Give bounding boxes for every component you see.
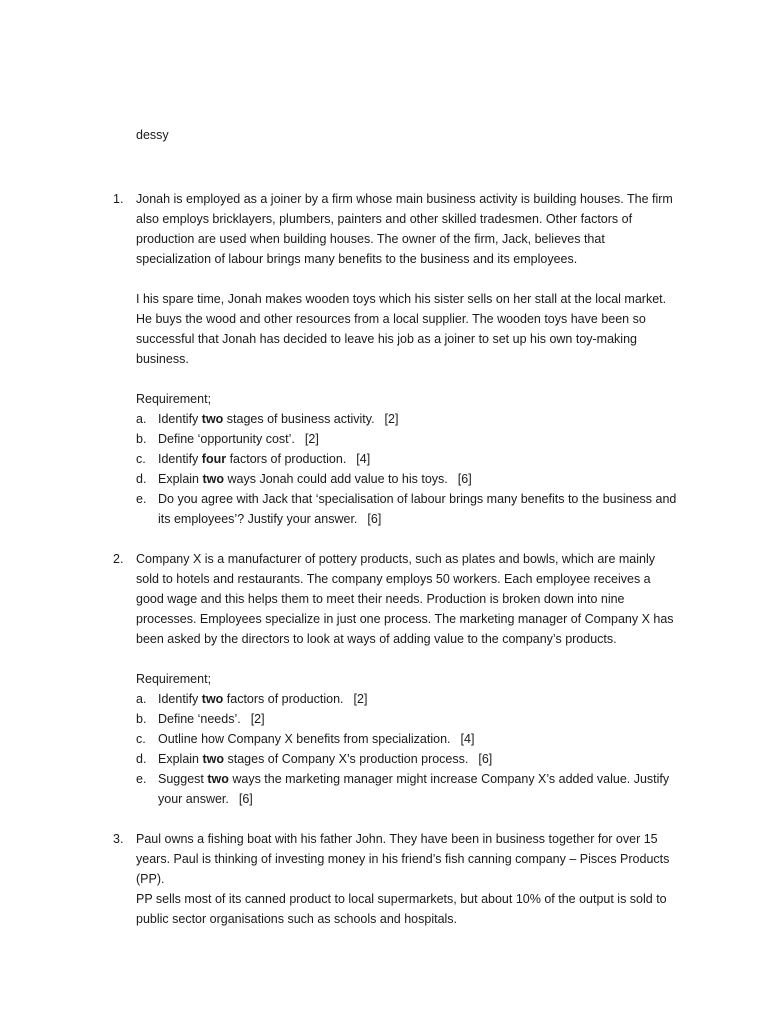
requirement-marks: [6] — [367, 512, 382, 526]
requirement-text: Suggest — [158, 772, 208, 786]
requirement-label: Requirement; — [136, 672, 212, 686]
requirement-marks: [2] — [384, 412, 399, 426]
requirement-item — [136, 429, 678, 449]
requirement-marks: [6] — [238, 792, 253, 806]
requirement-marks: [2] — [250, 712, 265, 726]
requirement-text: ways Jonah could add value to his toys. — [224, 472, 448, 486]
paragraph-gap — [136, 649, 678, 669]
requirement-marks: [2] — [353, 692, 368, 706]
requirement-emphasis: two — [201, 412, 224, 426]
requirement-letter: b. — [136, 712, 147, 726]
requirement-item — [136, 469, 678, 489]
requirement-text: Identify — [158, 412, 202, 426]
question-list — [0, 189, 768, 929]
question-gap — [0, 529, 768, 549]
question-1 — [0, 189, 678, 529]
question-gap — [0, 809, 768, 829]
requirement-marks: [6] — [478, 752, 493, 766]
author-name: dessy — [136, 128, 169, 142]
paragraph-gap — [136, 369, 678, 389]
requirement-label: Requirement; — [136, 392, 212, 406]
requirement-item — [136, 409, 678, 429]
requirement-text: Identify — [158, 692, 202, 706]
requirement-emphasis: two — [202, 752, 225, 766]
requirement-letter: e. — [136, 492, 147, 506]
requirement-text: stages of Company X’s production process. — [224, 752, 469, 766]
requirement-letter: c. — [136, 732, 146, 746]
requirement-text: Do you agree with Jack that ‘specialisation of labour brings many benefits to the business and its employees’? Justify your answer. — [158, 492, 677, 526]
question-number: 2. — [113, 552, 124, 566]
requirement-letter: a. — [136, 412, 147, 426]
requirement-emphasis: two — [202, 472, 225, 486]
requirement-text: Define ‘needs’. — [158, 712, 241, 726]
paragraph-gap — [136, 269, 678, 289]
question-paragraph: Company X is a manufacturer of pottery products, such as plates and bowls, which are mainly sold to hotels and restaurants. The company employs 50 workers. Each employee receives a good wage and this helps them to meet their needs. Production is broken down into nine processes. Employees specialize in just one process. The marketing manager of Company X has been asked by the directors to look at ways of adding value to the company’s products. — [136, 552, 674, 646]
requirement-text: ways the marketing manager might increase Company X’s added value. Justify your answer. — [158, 772, 670, 806]
requirement-marks: [4] — [356, 452, 371, 466]
requirement-emphasis: four — [201, 452, 227, 466]
requirement-item — [136, 729, 678, 749]
requirement-letter: b. — [136, 432, 147, 446]
requirement-list — [136, 689, 678, 809]
question-paragraph: Paul owns a fishing boat with his father John. They have been in business together for over 15 years. Paul is thinking of investing money in his friend’s fish canning company – Pisces Products (PP). — [136, 832, 670, 886]
requirement-text: Identify — [158, 452, 202, 466]
requirement-item — [136, 709, 678, 729]
requirement-letter: a. — [136, 692, 147, 706]
requirement-item — [136, 749, 678, 769]
requirement-text: Explain — [158, 752, 203, 766]
question-number: 1. — [113, 192, 124, 206]
question-paragraph: PP sells most of its canned product to local supermarkets, but about 10% of the output is sold to public sector organisations such as schools and hospitals. — [136, 892, 667, 926]
requirement-marks: [4] — [460, 732, 475, 746]
question-3 — [0, 829, 678, 929]
requirement-marks: [6] — [457, 472, 472, 486]
requirement-item — [136, 489, 678, 529]
requirement-text: factors of production. — [223, 692, 344, 706]
requirement-letter: d. — [136, 752, 147, 766]
requirement-text: stages of business activity. — [223, 412, 375, 426]
requirement-letter: c. — [136, 452, 146, 466]
requirement-text: factors of production. — [226, 452, 347, 466]
requirement-letter: d. — [136, 472, 147, 486]
requirement-item — [136, 689, 678, 709]
question-number: 3. — [113, 832, 124, 846]
requirement-list — [136, 409, 678, 529]
question-paragraph: I his spare time, Jonah makes wooden toys which his sister sells on her stall at the local market. He buys the wood and other resources from a local supplier. The wooden toys have been so successful that Jonah has decided to leave his job as a joiner to set up his own toy-making business. — [136, 292, 667, 366]
question-paragraph: Jonah is employed as a joiner by a firm whose main business activity is building houses. The firm also employs bricklayers, plumbers, painters and other skilled tradesmen. Other factors of production are used when building houses. The owner of the firm, Jack, believes that specialization of labour brings many benefits to the business and its employees. — [136, 192, 673, 266]
requirement-emphasis: two — [201, 692, 224, 706]
requirement-letter: e. — [136, 772, 147, 786]
requirement-item — [136, 769, 678, 809]
requirement-text: Explain — [158, 472, 203, 486]
requirement-marks: [2] — [304, 432, 319, 446]
requirement-text: Outline how Company X benefits from specialization. — [158, 732, 451, 746]
requirement-emphasis: two — [207, 772, 229, 786]
requirement-text: Define ‘opportunity cost’. — [158, 432, 295, 446]
requirement-item — [136, 449, 678, 469]
question-2 — [0, 549, 678, 809]
